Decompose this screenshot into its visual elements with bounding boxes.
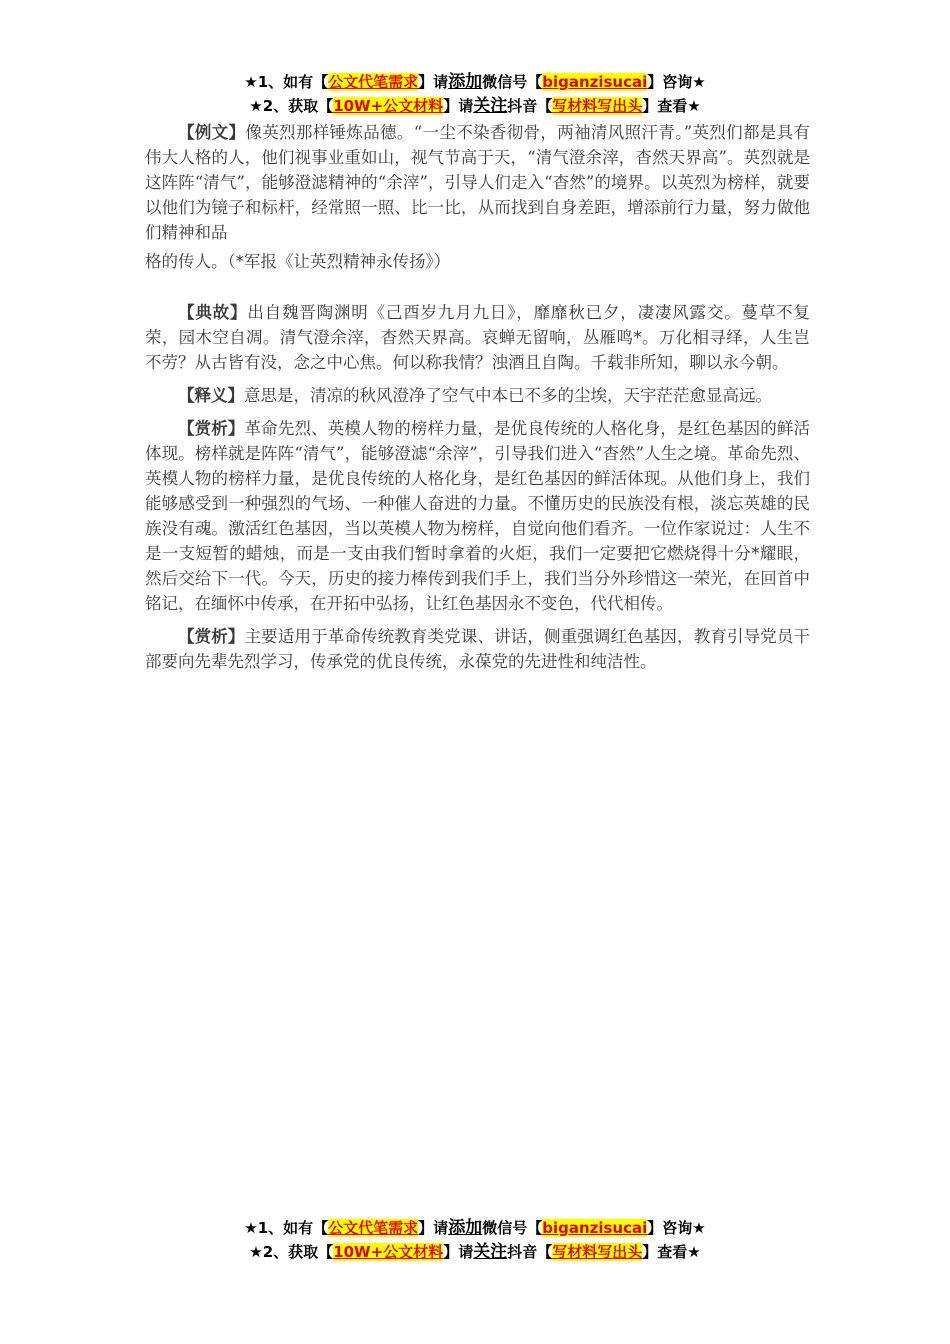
banner-text: 】请	[418, 1219, 449, 1237]
banner-text: 】请	[443, 97, 474, 115]
banner-text: ★2、获取【	[249, 1243, 334, 1261]
banner-text: 】请	[418, 73, 449, 91]
banner-text: 】咨询★	[647, 73, 706, 91]
banner-line-1	[0, 1216, 950, 1240]
follow-emphasis: 关注	[473, 96, 508, 116]
service-highlight: 公文代笔需求	[328, 1219, 419, 1237]
example-text: 像英烈那样锤炼品德。“一尘不染香彻骨，两袖清风照汗青。”英烈们都是具有伟大人格的人，他们视事业重如山，视气节高于天，“清气澄余滓，杳然天界高”。英烈就是这阵阵“清气”，能够澄滤精神的“余滓”，引导人们走入“杳然”的境界。以英烈为榜样，就要以他们为镜子和标杆，经常照一照、比一比，从而找到自身差距，增添前行力量，努力做他们精神和品	[145, 123, 810, 242]
analysis-paragraph-1	[145, 416, 810, 616]
bottom-banner	[0, 1216, 950, 1264]
materials-highlight: 10W+公文材料	[333, 1243, 444, 1261]
analysis-tag: 【赏析】	[178, 627, 245, 646]
banner-line-2	[0, 1240, 950, 1264]
analysis-text: 革命先烈、英模人物的榜样力量，是优良传统的人格化身，是红色基因的鲜活体现。榜样就是阵阵“清气”，能够澄滤“余滓”，引导我们进入“杳然”人生之境。革命先烈、英模人物的榜样力量，是优良传统的人格化身，是红色基因的鲜活体现。从他们身上，我们能够感受到一种强烈的气场、一种催人奋进的力量。不懂历史的民族没有根，淡忘英雄的民族没有魂。激活红色基因，当以英模人物为榜样，自觉向他们看齐。一位作家说过：人生不是一支短暂的蜡烛，而是一支由我们暂时拿着的火炬，我们一定要把它燃烧得十分*耀眼，然后交给下一代。今天，历史的接力棒传到我们手上，我们当分外珍惜这一荣光，在回首中铭记，在缅怀中传承，在开拓中弘扬，让红色基因永不变色，代代相传。	[145, 419, 811, 613]
meaning-tag: 【释义】	[178, 386, 244, 405]
banner-text: ★1、如有【	[244, 73, 329, 91]
analysis-text: 主要适用于革命传统教育类党课、讲话，侧重强调红色基因，教育引导党员干部要向先辈先烈学习，传承党的优良传统，永葆党的先进性和纯洁性。	[145, 627, 811, 671]
example-source-line: 格的传人。（*军报《让英烈精神永传扬》）	[145, 252, 451, 271]
follow-emphasis: 关注	[473, 1242, 508, 1262]
allusion-tag: 【典故】	[178, 303, 248, 322]
top-banner	[0, 70, 950, 118]
banner-text: 微信号【	[482, 73, 543, 91]
add-emphasis: 添加	[448, 72, 483, 92]
banner-line-2	[0, 94, 950, 118]
allusion-text: 出自魏晋陶渊明《己酉岁九月九日》，靡靡秋已夕，凄凄风露交。蔓草不复荣，园木空自凋。清气澄余滓，杳然天界高。哀蝉无留响，丛雁鸣*。万化相寻绎，人生岂不劳？从古皆有没，念之中心焦。何以称我情？浊酒且自陶。千载非所知，聊以永今朝。	[145, 303, 811, 372]
banner-text: 】查看★	[642, 97, 701, 115]
analysis-paragraph-2	[145, 624, 810, 674]
banner-text: ★2、获取【	[249, 97, 334, 115]
article-body	[145, 120, 810, 674]
wechat-id-highlight: biganzisucai	[542, 1219, 648, 1237]
banner-text: ★1、如有【	[244, 1219, 329, 1237]
banner-text: 微信号【	[482, 1219, 543, 1237]
add-emphasis: 添加	[448, 1218, 483, 1238]
banner-text: 】请	[443, 1243, 474, 1261]
meaning-text: 意思是，清凉的秋风澄净了空气中本已不多的尘埃，天宇茫茫愈显高远。	[244, 386, 772, 405]
meaning-paragraph	[145, 383, 810, 408]
banner-line-1	[0, 70, 950, 94]
douyin-highlight: 写材料写出头	[552, 97, 643, 115]
douyin-highlight: 写材料写出头	[552, 1243, 643, 1261]
analysis-tag: 【赏析】	[178, 419, 245, 438]
example-tag: 【例文】	[178, 123, 246, 142]
banner-text: 抖音【	[507, 1243, 553, 1261]
banner-text: 】咨询★	[647, 1219, 706, 1237]
banner-text: 】查看★	[642, 1243, 701, 1261]
wechat-id-highlight: biganzisucai	[542, 73, 648, 91]
banner-text: 抖音【	[507, 97, 553, 115]
example-paragraph	[145, 120, 810, 245]
allusion-paragraph	[145, 300, 810, 375]
service-highlight: 公文代笔需求	[328, 73, 419, 91]
materials-highlight: 10W+公文材料	[333, 97, 444, 115]
